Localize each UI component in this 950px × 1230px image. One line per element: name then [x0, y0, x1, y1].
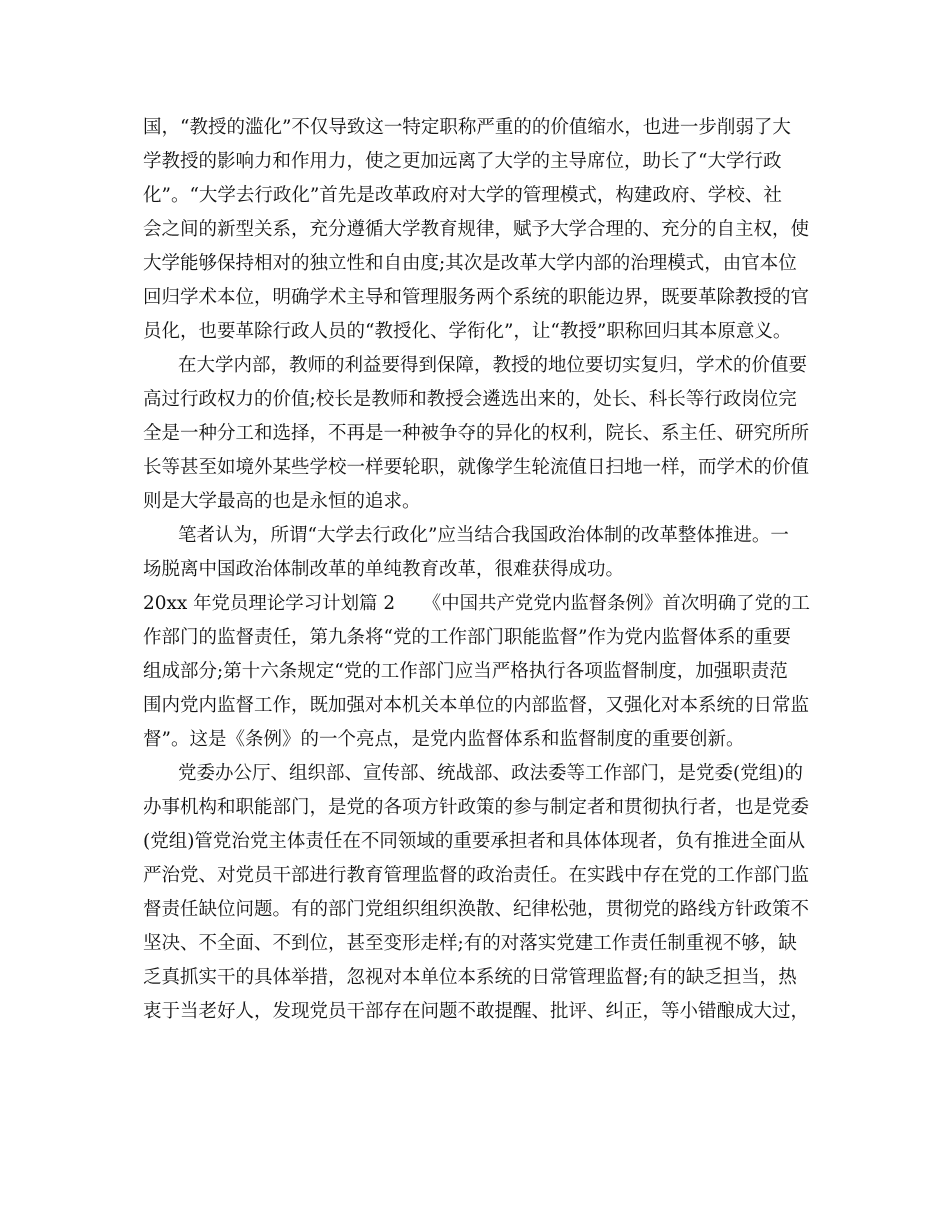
text-line: 作部门的监督责任，第九条将“党的工作部门职能监督”作为党内监督体系的重要 — [143, 627, 791, 648]
text-line: 全是一种分工和选择，不再是一种被争夺的异化的权利，院长、系主任、研究所所 — [143, 423, 810, 444]
text-line: 笔者认为，所谓“大学去行政化”应当结合我国政治体制的改革整体推进。一 — [178, 525, 789, 546]
text-line: 国，“教授的滥化”不仅导致这一特定职称严重的的价值缩水，也进一步削弱了大 — [143, 117, 791, 138]
text-line: 20xx 年党员理论学习计划篇 2 《中国共产党党内监督条例》首次明确了党的工 — [143, 593, 810, 614]
text-line: 组成部分;第十六条规定“党的工作部门应当严格执行各项监督制度，加强职责范 — [143, 661, 788, 682]
text-line: 办事机构和职能部门，是党的各项方针政策的参与制定者和贯彻执行者，也是党委 — [143, 797, 810, 818]
text-line: (党组)管党治党主体责任在不同领域的重要承担者和具体体现者，负有推进全面从 — [143, 831, 805, 852]
text-line: 乏真抓实干的具体举措，忽视对本单位本系统的日常管理监督;有的缺乏担当，热 — [143, 967, 797, 988]
text-line: 督责任缺位问题。有的部门党组织组织涣散、纪律松弛，贯彻党的路线方针政策不 — [143, 899, 810, 920]
text-line: 围内党内监督工作，既加强对本机关本单位的内部监督，又强化对本系统的日常监 — [143, 695, 810, 716]
text-line: 党委办公厅、组织部、宣传部、统战部、政法委等工作部门，是党委(党组)的 — [178, 763, 803, 784]
text-line: 长等甚至如境外某些学校一样要轮职，就像学生轮流值日扫地一样，而学术的价值 — [143, 457, 810, 478]
text-line: 在大学内部，教师的利益要得到保障，教授的地位要切实复归，学术的价值要 — [178, 355, 808, 376]
text-line: 会之间的新型关系，充分遵循大学教育规律，赋予大学合理的、充分的自主权，使 — [143, 219, 810, 240]
text-line: 坚决、不全面、不到位，甚至变形走样;有的对落实党建工作责任制重视不够，缺 — [143, 933, 797, 954]
text-line: 大学能够保持相对的独立性和自由度;其次是改革大学内部的治理模式，由官本位 — [143, 253, 797, 274]
text-line: 员化，也要革除行政人员的“教授化、学衔化”，让“教授”职称回归其本原意义。 — [143, 321, 792, 342]
text-line: 衷于当老好人，发现党员干部存在问题不敢提醒、批评、纠正，等小错酿成大过， — [143, 1001, 810, 1022]
text-line: 严治党、对党员干部进行教育管理监督的政治责任。在实践中存在党的工作部门监 — [143, 865, 810, 886]
text-line: 化”。“大学去行政化”首先是改革政府对大学的管理模式，构建政府、学校、社 — [143, 185, 782, 206]
text-line: 高过行政权力的价值;校长是教师和教授会遴选出来的，处长、科长等行政岗位完 — [143, 389, 797, 410]
text-line: 学教授的影响力和作用力，使之更加远离了大学的主导席位，助长了“大学行政 — [143, 151, 782, 172]
text-line: 督”。这是《条例》的一个亮点，是党内监督体系和监督制度的重要创新。 — [143, 729, 745, 750]
text-line: 则是大学最高的也是永恒的追求。 — [143, 491, 421, 512]
text-line: 回归学术本位，明确学术主导和管理服务两个系统的职能边界，既要革除教授的官 — [143, 287, 810, 308]
text-line: 场脱离中国政治体制改革的单纯教育改革，很难获得成功。 — [143, 559, 625, 580]
